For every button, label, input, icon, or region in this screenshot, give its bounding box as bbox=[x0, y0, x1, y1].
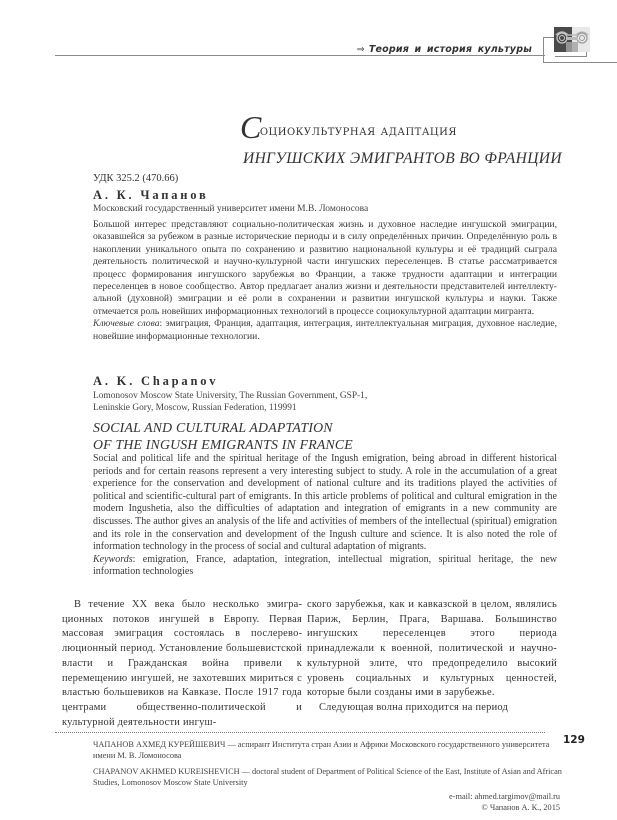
body-column-right bbox=[307, 598, 557, 716]
keywords-ru bbox=[93, 318, 557, 343]
header-rule-left bbox=[55, 55, 299, 56]
body-paragraph: В течение XX века было несколько эмиграционных потоков ингушей в Европу. Первая массовая эмиграция состоялась в послереволюционный период. Установление большевистской власти и Гражданская война привели к перемещению ингушей, не захотевших мириться с властью большевиков на Кавказе. После 1917 года центрами общественно-политической и культурной деятельности ингуш- bbox=[62, 599, 302, 728]
keywords-ru-list: : эмиграция, Франция, адаптация, интеграция, интеллектуальная миграция, духовное наследие, новейшие информационные технологии. bbox=[93, 318, 557, 342]
double-arrow-icon: ⇒ bbox=[356, 44, 365, 55]
affiliation-en-line1: Lomonosov Moscow State University, The Russian Government, GSP-1, bbox=[93, 391, 368, 401]
abstract-ru bbox=[93, 219, 557, 343]
title-rest: оциокультурная адаптация bbox=[259, 123, 457, 139]
article-title-ru-line1 bbox=[240, 109, 580, 145]
article-title-ru-line2: ИНГУШСКИХ ЭМИГРАНТОВ ВО ФРАНЦИИ bbox=[243, 150, 562, 167]
footnote-separator bbox=[55, 732, 545, 733]
affiliation-en bbox=[93, 390, 367, 414]
header-rule-right bbox=[299, 55, 545, 56]
logo-frame bbox=[543, 37, 544, 62]
author-name-en: A. K. Chapanov bbox=[93, 374, 219, 388]
body-paragraph: ского зарубежья, как и кавказской в целом, являлись Париж, Берлин, Прага, Варшава. Большинство ингушских переселенцев этого периода принадлежали к военной, политической и научно-культурной элите, что предопределило высокий уровень социальных и культурных ценностей, которые были созданы ими в зарубежье. bbox=[307, 599, 557, 699]
article-title-en bbox=[93, 419, 563, 453]
footnote-author-ru: ЧАПАНОВ АХМЕД КУРЕЙШЕВИЧ — аспирант Института стран Азии и Африки Московского государственного университета имени М. В. Ломоносова bbox=[93, 740, 550, 760]
contact-info bbox=[449, 792, 560, 814]
abstract-en-text: Social and political life and the spiritual heritage of the Ingush emigration, being abroad in different historical periods and for certain reasons represent a very interesting subject to study. A role in the accumulation of a great experience for the conservation and development of national culture and its traditions played the activities of political and scientific-cultural part of emigrants. In this article problems of political and cultural emigration in the modern Ingushetia, also the difficulties of adaptation and integration of emigrants in a new community are discusses. The author gives an analysis of the life and activities of members of the intellectual (spiritual) emigration and its role in the conservation and development of the Ingush culture and science. It is also noted the role of information technology in the process of social and cultural adaptation of migrants. bbox=[93, 453, 557, 553]
keywords-en-label: Keywords bbox=[93, 553, 133, 565]
running-header bbox=[300, 44, 532, 55]
logo-frame bbox=[543, 62, 617, 63]
title-initial: С bbox=[240, 109, 262, 145]
abstract-ru-text: Большой интерес представляют социально-политическая жизнь и духовное наследие ингушской эмиграции, оказавшейся за рубежом в разные исторические периоды и в силу определённых причин. Определённую роль в накоплении уникального опыта по сохранению и развитию национальной культуры и её традиций сыграла деятельность политической и научно-культурной части ингушских переселенцев. В статье рассматривается процесс формирования ингушского зарубежья во Франции, а также трудности адаптации и интеграции переселенцев в новое сообщество. Автор предлагает анализ жизни и деятельности представителей интеллектуальной (духовной) эмиграции и её роли в сохранении и развитии ингушской культуры и науки. Также отмечается роль новейших информационных технологий в процессе социокультурной адаптации мигранта. bbox=[93, 219, 557, 317]
ionic-column-capital-icon bbox=[554, 27, 590, 52]
page-number: 129 bbox=[563, 734, 585, 746]
abstract-en bbox=[93, 453, 557, 579]
affiliation-en-line2: Leninskie Gory, Moscow, Russian Federation, 119991 bbox=[93, 403, 297, 413]
author-name-ru: А. К. Чапанов bbox=[93, 188, 209, 202]
body-column-left bbox=[62, 598, 302, 730]
footnote-author-en: CHAPANOV AKHMED KUREISHEVICH — doctoral student of Department of Political Science of the East, Institute of Asian and African Studies, Lomonosov Moscow State University bbox=[93, 767, 562, 787]
udk-code: УДК 325.2 (470.66) bbox=[93, 173, 179, 184]
article-title-en-line1: SOCIAL AND CULTURAL ADAPTATION bbox=[93, 420, 333, 435]
article-title-en-line2: OF THE INGUSH EMIGRANTS IN FRANCE bbox=[93, 437, 353, 452]
keywords-ru-label: Ключевые слова bbox=[93, 318, 160, 330]
keywords-en-list: : emigration, France, adaptation, integration, intellectual migration, spiritual heritage, the new information technologies bbox=[93, 553, 557, 578]
logo-frame bbox=[555, 56, 587, 57]
affiliation-ru: Московский государственный университет имени М.В. Ломоносова bbox=[93, 204, 369, 214]
copyright: © Чапанов А. К., 2015 bbox=[481, 802, 560, 812]
keywords-en bbox=[93, 554, 557, 579]
body-paragraph: Следующая волна приходится на период bbox=[319, 701, 509, 713]
email-link[interactable]: e-mail: ahmed.targimov@mail.ru bbox=[449, 792, 560, 801]
section-title: Теория и история культуры bbox=[368, 44, 532, 55]
